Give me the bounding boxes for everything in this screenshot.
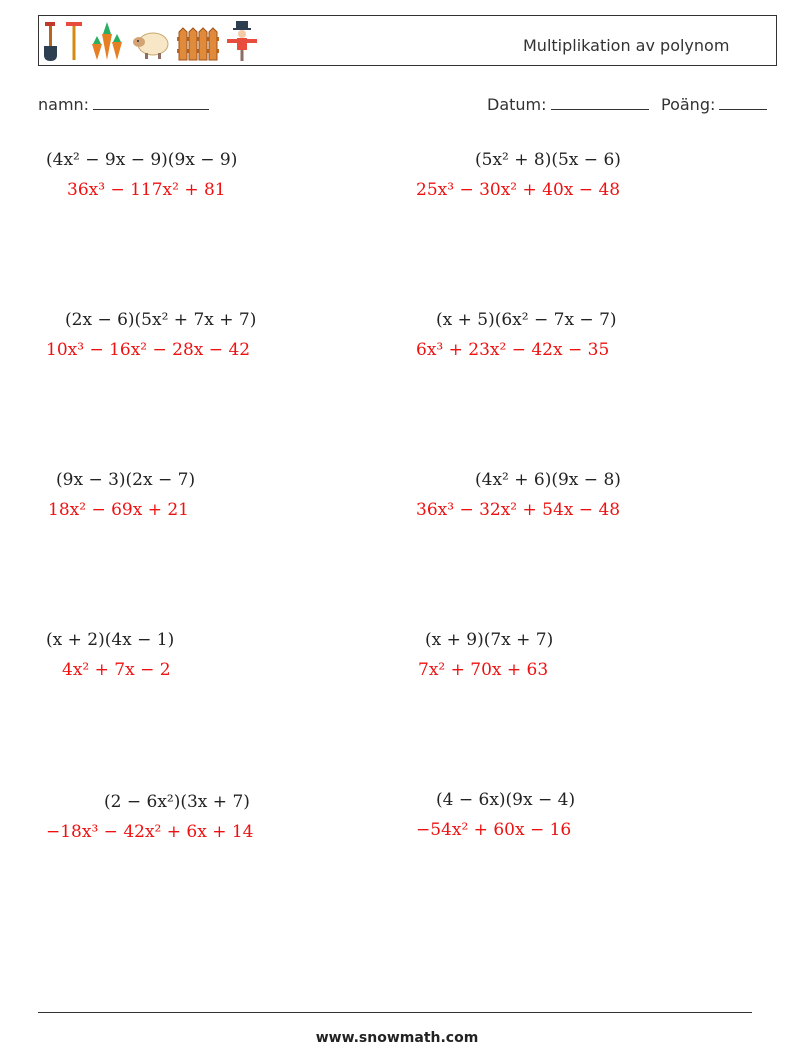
- worksheet-title: Multiplikation av polynom: [523, 36, 730, 55]
- problem-9-answer: −18x³ − 42x² + 6x + 14: [46, 822, 254, 842]
- header-box: [38, 15, 777, 66]
- problem-3-question: (2x − 6)(5x² + 7x + 7): [65, 310, 257, 330]
- score-label: Poäng:: [661, 95, 716, 114]
- problem-5-answer: 18x² − 69x + 21: [48, 500, 189, 520]
- problem-7-answer: 4x² + 7x − 2: [62, 660, 171, 680]
- name-field[interactable]: [38, 95, 209, 114]
- problem-1-answer: 36x³ − 117x² + 81: [67, 180, 226, 200]
- date-field[interactable]: [487, 95, 649, 114]
- sheep-icon: [131, 20, 171, 62]
- problem-8-question: (x + 9)(7x + 7): [425, 630, 554, 650]
- footer-url[interactable]: www.snowmath.com: [315, 1030, 479, 1046]
- name-label: namn:: [38, 95, 90, 114]
- problem-8-answer: 7x² + 70x + 63: [418, 660, 549, 680]
- header-icons: [43, 20, 259, 62]
- problem-6-answer: 36x³ − 32x² + 54x − 48: [416, 500, 621, 520]
- problem-3-answer: 10x³ − 16x² − 28x − 42: [46, 340, 251, 360]
- rake-icon: [65, 20, 83, 62]
- scarecrow-icon: [225, 20, 259, 62]
- date-line[interactable]: [551, 95, 649, 110]
- footer-divider: [38, 1012, 752, 1013]
- problem-4-answer: 6x³ + 23x² − 42x − 35: [416, 340, 610, 360]
- problem-1-question: (4x² − 9x − 9)(9x − 9): [46, 150, 238, 170]
- problem-2-answer: 25x³ − 30x² + 40x − 48: [416, 180, 621, 200]
- shovel-icon: [43, 20, 59, 62]
- problem-10-question: (4 − 6x)(9x − 4): [436, 790, 576, 810]
- carrots-icon: [89, 20, 125, 62]
- score-field[interactable]: [661, 95, 767, 114]
- problem-9-question: (2 − 6x²)(3x + 7): [104, 792, 250, 812]
- date-label: Datum:: [487, 95, 547, 114]
- problem-7-question: (x + 2)(4x − 1): [46, 630, 175, 650]
- problem-2-question: (5x² + 8)(5x − 6): [475, 150, 621, 170]
- problem-10-answer: −54x² + 60x − 16: [416, 820, 572, 840]
- fence-icon: [177, 20, 219, 62]
- problem-4-question: (x + 5)(6x² − 7x − 7): [436, 310, 617, 330]
- problem-6-question: (4x² + 6)(9x − 8): [475, 470, 621, 490]
- score-line[interactable]: [719, 95, 767, 110]
- name-line[interactable]: [93, 95, 209, 110]
- problem-5-question: (9x − 3)(2x − 7): [56, 470, 196, 490]
